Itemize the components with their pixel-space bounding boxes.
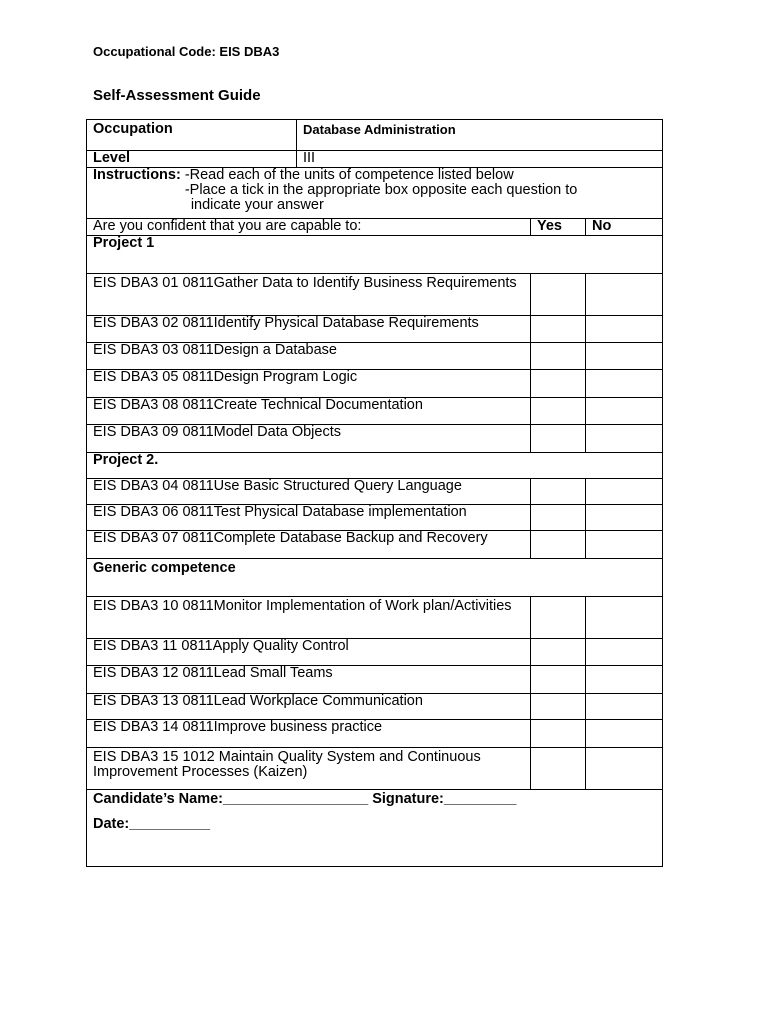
level-value: III — [297, 151, 663, 168]
unit-label: EIS DBA3 13 0811Lead Workplace Communication — [87, 694, 531, 720]
yes-checkbox[interactable] — [531, 505, 586, 531]
yes-checkbox[interactable] — [531, 343, 586, 370]
unit-row — [87, 425, 663, 453]
unit-label: EIS DBA3 02 0811Identify Physical Database Requirements — [87, 316, 531, 343]
yes-checkbox[interactable] — [531, 694, 586, 720]
yes-checkbox[interactable] — [531, 531, 586, 559]
unit-label: EIS DBA3 08 0811Create Technical Documentation — [87, 398, 531, 425]
signature-cell — [87, 790, 663, 867]
instructions-label: Instructions: — [93, 167, 181, 183]
unit-label: EIS DBA3 11 0811Apply Quality Control — [87, 639, 531, 666]
unit-row — [87, 370, 663, 398]
unit-row — [87, 720, 663, 748]
candidate-name-field[interactable]: Candidate’s Name:__________________ — [93, 791, 369, 807]
yes-checkbox[interactable] — [531, 639, 586, 666]
project2-heading: Project 2. — [87, 453, 663, 479]
yes-checkbox[interactable] — [531, 425, 586, 453]
no-checkbox[interactable] — [586, 748, 663, 790]
occupation-value: Database Administration — [297, 120, 663, 151]
unit-row — [87, 316, 663, 343]
no-checkbox[interactable] — [586, 639, 663, 666]
generic-heading: Generic competence — [87, 559, 663, 597]
unit-label: EIS DBA3 07 0811Complete Database Backup and Recovery — [87, 531, 531, 559]
unit-row — [87, 666, 663, 694]
section-heading — [87, 236, 663, 274]
no-checkbox[interactable] — [586, 479, 663, 505]
yes-checkbox[interactable] — [531, 370, 586, 398]
unit-label: EIS DBA3 10 0811Monitor Implementation of Work plan/Activities — [87, 597, 531, 639]
yes-checkbox[interactable] — [531, 479, 586, 505]
no-checkbox[interactable] — [586, 505, 663, 531]
unit-row — [87, 639, 663, 666]
yes-checkbox[interactable] — [531, 597, 586, 639]
no-checkbox[interactable] — [586, 720, 663, 748]
no-checkbox[interactable] — [586, 343, 663, 370]
no-checkbox[interactable] — [586, 597, 663, 639]
unit-row — [87, 748, 663, 790]
level-row — [87, 151, 663, 168]
project1-heading: Project 1 — [87, 236, 663, 274]
unit-label: EIS DBA3 04 0811Use Basic Structured Query Language — [87, 479, 531, 505]
unit-row — [87, 398, 663, 425]
question-text: Are you confident that you are capable to: — [87, 219, 531, 236]
unit-label: EIS DBA3 09 0811Model Data Objects — [87, 425, 531, 453]
no-checkbox[interactable] — [586, 316, 663, 343]
question-row — [87, 219, 663, 236]
yes-checkbox[interactable] — [531, 316, 586, 343]
no-header: No — [586, 219, 663, 236]
instruction-1: -Read each of the units of competence listed below — [184, 167, 514, 183]
unit-label: EIS DBA3 01 0811Gather Data to Identify Business Requirements — [87, 274, 531, 316]
unit-row — [87, 694, 663, 720]
level-label: Level — [87, 151, 297, 168]
occupation-label: Occupation — [87, 120, 297, 151]
no-checkbox[interactable] — [586, 694, 663, 720]
unit-label: EIS DBA3 14 0811Improve business practice — [87, 720, 531, 748]
unit-label: EIS DBA3 15 1012 Maintain Quality System and Continuous Improvement Processes (Kaizen) — [87, 748, 531, 790]
unit-label: EIS DBA3 05 0811Design Program Logic — [87, 370, 531, 398]
unit-row — [87, 597, 663, 639]
yes-checkbox[interactable] — [531, 274, 586, 316]
no-checkbox[interactable] — [586, 398, 663, 425]
yes-checkbox[interactable] — [531, 398, 586, 425]
unit-label: EIS DBA3 12 0811Lead Small Teams — [87, 666, 531, 694]
no-checkbox[interactable] — [586, 274, 663, 316]
self-assessment-table — [86, 119, 663, 867]
unit-label: EIS DBA3 03 0811Design a Database — [87, 343, 531, 370]
no-checkbox[interactable] — [586, 666, 663, 694]
occupation-row — [87, 120, 663, 151]
unit-row — [87, 531, 663, 559]
occupational-code: Occupational Code: EIS DBA3 — [93, 44, 280, 59]
signature-field[interactable]: Signature:_________ — [372, 791, 517, 807]
no-checkbox[interactable] — [586, 370, 663, 398]
instruction-3: indicate your answer — [190, 197, 324, 213]
yes-checkbox[interactable] — [531, 666, 586, 694]
unit-row — [87, 343, 663, 370]
instructions-cell — [87, 168, 663, 219]
yes-header: Yes — [531, 219, 586, 236]
yes-checkbox[interactable] — [531, 748, 586, 790]
no-checkbox[interactable] — [586, 531, 663, 559]
unit-row — [87, 274, 663, 316]
guide-title: Self-Assessment Guide — [93, 87, 261, 104]
unit-row — [87, 505, 663, 531]
section-heading — [87, 453, 663, 479]
date-field[interactable]: Date:__________ — [93, 816, 210, 832]
unit-row — [87, 479, 663, 505]
instruction-2: -Place a tick in the appropriate box opposite each question to — [184, 182, 578, 198]
no-checkbox[interactable] — [586, 425, 663, 453]
instructions-row — [87, 168, 663, 219]
section-heading — [87, 559, 663, 597]
signature-row — [87, 790, 663, 867]
yes-checkbox[interactable] — [531, 720, 586, 748]
unit-label: EIS DBA3 06 0811Test Physical Database implementation — [87, 505, 531, 531]
